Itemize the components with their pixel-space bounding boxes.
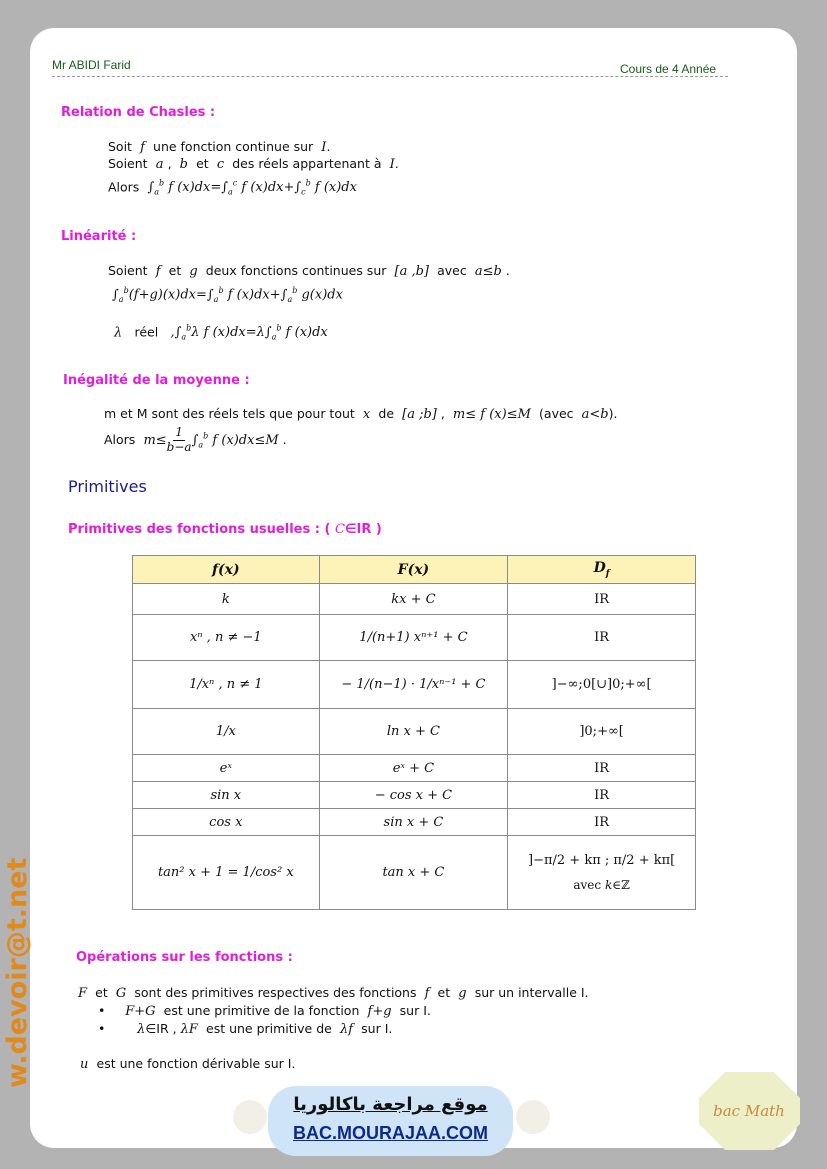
text: et bbox=[437, 985, 451, 1000]
text: Alors bbox=[104, 431, 136, 447]
text: et bbox=[168, 263, 182, 278]
linearite-line-1: Soient f et g deux fonctions continues sur [a ,b] avec a≤b . bbox=[108, 263, 510, 279]
text: (avec bbox=[539, 406, 574, 421]
document-page bbox=[30, 28, 797, 1148]
chasles-line-2: Soient a , b et c des réels appartenant à I. bbox=[108, 156, 399, 172]
operations-bullet-1: • F+G est une primitive de la fonction f+g sur I. bbox=[98, 1003, 431, 1019]
text: sur I. bbox=[361, 1021, 393, 1036]
text: et bbox=[95, 985, 108, 1000]
text: est une primitive de la fonction bbox=[163, 1003, 360, 1018]
chasles-line-3: Alors $\int_a^b$ f $(x)dx=\int_a^c$ f $(x)dx+\int_c^b$ f (x)dx bbox=[108, 179, 357, 197]
table-row bbox=[133, 836, 696, 910]
text: est une primitive de bbox=[206, 1021, 332, 1036]
domain-tan: ]−π/2 + kπ ; π/2 + kπ[ bbox=[528, 853, 676, 868]
primitives-table bbox=[132, 555, 696, 910]
header-rule bbox=[52, 76, 728, 77]
text: une fonction continue sur bbox=[153, 139, 314, 154]
bac-math-text: bac Math bbox=[713, 1102, 785, 1120]
cell-f: 1/xⁿ , n ≠ 1 bbox=[133, 661, 320, 709]
table-row bbox=[133, 709, 696, 755]
text: Soit bbox=[108, 139, 132, 154]
linearite-line-3: λ réel $,\int_a^b\lambda$ f $(x)dx=\lambda\int_a^b$ f (x)dx bbox=[114, 324, 328, 342]
header-fx: f(x) bbox=[133, 556, 320, 584]
moyenne-line-1: m et M sont des réels tels que pour tout x de [a ;b] , m≤ f (x)≤M (avec a<b). bbox=[104, 406, 618, 422]
text: deux fonctions continues sur bbox=[205, 263, 387, 278]
footer-arabic[interactable]: موقع مراجعة باكالوريا bbox=[293, 1094, 488, 1115]
cell-f: k bbox=[133, 584, 320, 615]
header-Fx: F(x) bbox=[319, 556, 508, 584]
cell-F: ln x + C bbox=[319, 709, 508, 755]
header-author: Mr ABIDI Farid bbox=[52, 58, 131, 72]
operations-last-line: u est une fonction dérivable sur I. bbox=[80, 1056, 296, 1072]
header-course: Cours de 4 Année bbox=[620, 62, 717, 76]
cell-F: tan x + C bbox=[319, 836, 508, 910]
footer-site-link[interactable]: BAC.MOURAJAA.COM bbox=[293, 1123, 488, 1143]
cell-f: eˣ bbox=[133, 755, 320, 782]
cell-f: sin x bbox=[133, 782, 320, 809]
text: Soient bbox=[108, 156, 148, 171]
table-row bbox=[133, 615, 696, 661]
cell-D: ]−∞;0[∪]0;+∞[ bbox=[508, 661, 696, 709]
cell-D: IR bbox=[508, 809, 696, 836]
cell-D: IR bbox=[508, 782, 696, 809]
right-logo-icon bbox=[516, 1100, 550, 1134]
text: des réels appartenant à bbox=[232, 156, 382, 171]
text: sont des primitives respectives des fonctions bbox=[134, 985, 417, 1000]
cell-F: − 1/(n−1) · 1/xⁿ⁻¹ + C bbox=[319, 661, 508, 709]
operations-bullet-2: • λ∈IR , λF est une primitive de λf sur I. bbox=[98, 1021, 393, 1037]
text: f bbox=[605, 568, 610, 579]
cell-f: xⁿ , n ≠ −1 bbox=[133, 615, 320, 661]
text: Soient bbox=[108, 263, 148, 278]
text: de bbox=[378, 406, 395, 421]
cell-f: 1/x bbox=[133, 709, 320, 755]
linearite-title: Linéarité : bbox=[61, 229, 137, 244]
cell-F: − cos x + C bbox=[319, 782, 508, 809]
table-row bbox=[133, 661, 696, 709]
table-row bbox=[133, 809, 696, 836]
operations-title: Opérations sur les fonctions : bbox=[76, 950, 293, 965]
chasles-line-1: Soit f une fonction continue sur I. bbox=[108, 139, 331, 155]
cell-D: ]−π/2 + kπ ; π/2 + kπ[ avec k∈ℤ bbox=[508, 836, 696, 910]
cell-f: tan² x + 1 = 1/cos² x bbox=[133, 836, 320, 910]
text: et bbox=[196, 156, 209, 171]
text: ) bbox=[375, 522, 382, 537]
cell-F: 1/(n+1) xⁿ⁺¹ + C bbox=[319, 615, 508, 661]
text: Alors bbox=[108, 179, 140, 195]
cell-D: ]0;+∞[ bbox=[508, 709, 696, 755]
bac-math-logo bbox=[697, 1070, 802, 1152]
header-domain bbox=[508, 556, 696, 584]
cell-f: cos x bbox=[133, 809, 320, 836]
linearite-formula-1: $\int_a^b(f+g)(x)dx=\int_a^b$ f $(x)dx+\int_a^b$ g(x)dx bbox=[112, 286, 343, 304]
moyenne-title: Inégalité de la moyenne : bbox=[63, 373, 250, 388]
cell-D: IR bbox=[508, 615, 696, 661]
table-row bbox=[133, 782, 696, 809]
left-logo-icon bbox=[233, 1100, 267, 1134]
text: Primitives des fonctions usuelles : ( bbox=[68, 522, 331, 537]
text: est une fonction dérivable sur I. bbox=[96, 1056, 296, 1071]
table-row bbox=[133, 755, 696, 782]
cell-F: sin x + C bbox=[319, 809, 508, 836]
text: réel bbox=[134, 324, 159, 340]
moyenne-line-2: Alors m≤ $\frac{1}{b-a}$ $\int_a^b$ f (x)dx≤M . bbox=[104, 425, 287, 454]
table-header-row bbox=[133, 556, 696, 584]
cell-D: IR bbox=[508, 755, 696, 782]
footer-badge[interactable] bbox=[268, 1086, 513, 1156]
text: avec bbox=[437, 263, 467, 278]
primitives-heading: Primitives bbox=[68, 477, 147, 496]
text: m et M sont des réels tels que pour tout bbox=[104, 406, 355, 421]
cell-D: IR bbox=[508, 584, 696, 615]
text: sur un intervalle I. bbox=[474, 985, 589, 1000]
operations-line-1: F et G sont des primitives respectives des fonctions f et g sur un intervalle I. bbox=[78, 985, 589, 1001]
cell-F: kx + C bbox=[319, 584, 508, 615]
watermark bbox=[0, 850, 38, 1090]
text: avec bbox=[573, 878, 602, 892]
cell-F: eˣ + C bbox=[319, 755, 508, 782]
primitives-subtitle: Primitives des fonctions usuelles : ( C∈IR ) bbox=[68, 522, 382, 537]
text: sur I. bbox=[399, 1003, 431, 1018]
table-row bbox=[133, 584, 696, 615]
text: D bbox=[593, 560, 606, 577]
chasles-title: Relation de Chasles : bbox=[61, 105, 216, 120]
watermark-text: w.devoir@t.net bbox=[2, 857, 33, 1088]
